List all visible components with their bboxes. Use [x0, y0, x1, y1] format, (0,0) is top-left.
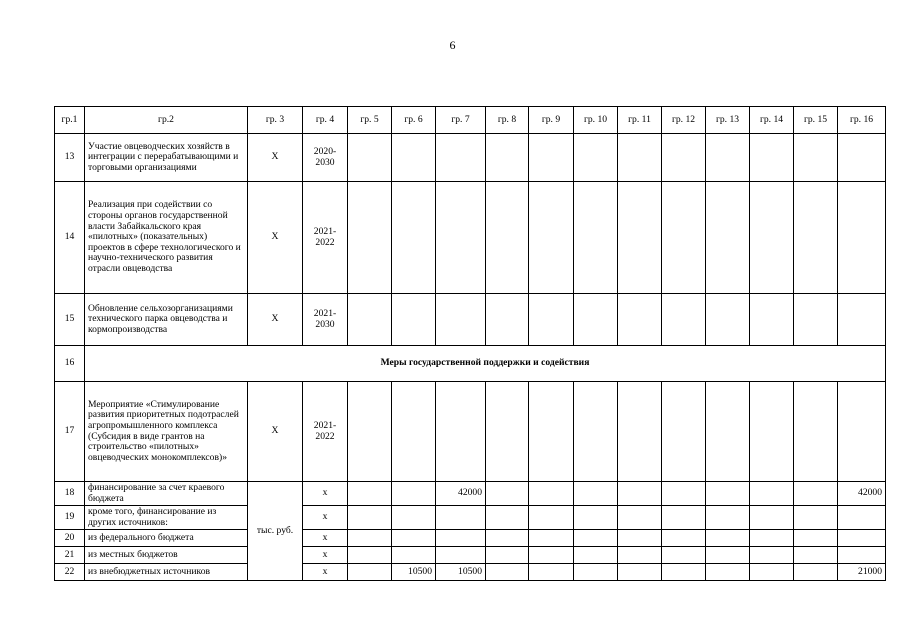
- row-name: Участие овцеводческих хозяйств в интеграции с перерабатывающими и торговыми организациями: [85, 134, 248, 182]
- section-row: [55, 346, 886, 382]
- cell-g4: 2021-2022: [303, 382, 348, 482]
- header-cell: гр. 11: [618, 107, 662, 134]
- header-cell: гр. 12: [662, 107, 706, 134]
- table-row: [55, 294, 886, 346]
- cell-g7: [436, 547, 486, 564]
- cell-g4: х: [303, 506, 348, 530]
- finance-row: [55, 530, 886, 547]
- row-number: 14: [55, 182, 85, 294]
- header-cell: гр. 15: [794, 107, 838, 134]
- cell-g3: X: [248, 134, 303, 182]
- header-cell: гр. 7: [436, 107, 486, 134]
- row-number: 18: [55, 482, 85, 506]
- row-name: из местных бюджетов: [85, 547, 248, 564]
- row-name: Мероприятие «Стимулирование развития приоритетных подотраслей агропромышленного комплекса (Субсидия в виде грантов на строительство «пилотных» овцеводческих монокомплексов)»: [85, 382, 248, 482]
- cell-g7: 42000: [436, 482, 486, 506]
- cell-g6: 10500: [392, 564, 436, 581]
- cell-g16: [838, 547, 886, 564]
- header-cell: гр. 4: [303, 107, 348, 134]
- header-cell: гр. 16: [838, 107, 886, 134]
- row-number: 17: [55, 382, 85, 482]
- cell-g4: х: [303, 530, 348, 547]
- cell-g7: [436, 506, 486, 530]
- row-name: Обновление сельхозорганизациями технического парка овцеводства и кормопроизводства: [85, 294, 248, 346]
- row-name: из федерального бюджета: [85, 530, 248, 547]
- finance-row: [55, 547, 886, 564]
- row-number: 20: [55, 530, 85, 547]
- cell-g4: х: [303, 547, 348, 564]
- cell-g3: X: [248, 182, 303, 294]
- header-cell: гр.1: [55, 107, 85, 134]
- header-cell: гр. 8: [486, 107, 529, 134]
- header-cell: гр. 5: [348, 107, 392, 134]
- table-row: [55, 382, 886, 482]
- row-name: кроме того, финансирование из других источников:: [85, 506, 248, 530]
- cell-g3: X: [248, 382, 303, 482]
- header-cell: гр. 14: [750, 107, 794, 134]
- row-number: 15: [55, 294, 85, 346]
- row-name: финансирование за счет краевого бюджета: [85, 482, 248, 506]
- cell-g6: [392, 530, 436, 547]
- finance-row: [55, 482, 886, 506]
- cell-g4: 2021-2022: [303, 182, 348, 294]
- cell-g4: 2020-2030: [303, 134, 348, 182]
- cell-g4: х: [303, 482, 348, 506]
- page-number: 6: [449, 38, 456, 52]
- unit-cell: тыс. руб.: [248, 482, 303, 581]
- cell-g16: 21000: [838, 564, 886, 581]
- header-cell: гр. 10: [574, 107, 618, 134]
- table-row: [55, 182, 886, 294]
- row-number: 16: [55, 346, 85, 382]
- cell-g16: [838, 530, 886, 547]
- cell-g3: X: [248, 294, 303, 346]
- cell-g4: 2021-2030: [303, 294, 348, 346]
- cell-g16: 42000: [838, 482, 886, 506]
- cell-g6: [392, 506, 436, 530]
- finance-row: [55, 564, 886, 581]
- finance-row: [55, 506, 886, 530]
- table-row: [55, 134, 886, 182]
- row-number: 21: [55, 547, 85, 564]
- row-number: 13: [55, 134, 85, 182]
- cell-g6: [392, 547, 436, 564]
- header-cell: гр. 3: [248, 107, 303, 134]
- row-number: 19: [55, 506, 85, 530]
- header-cell: гр.2: [85, 107, 248, 134]
- section-title: Меры государственной поддержки и содействия: [85, 346, 886, 382]
- cell-g7: 10500: [436, 564, 486, 581]
- cell-g7: [436, 530, 486, 547]
- cell-g4: х: [303, 564, 348, 581]
- header-row: [55, 107, 886, 134]
- header-cell: гр. 9: [529, 107, 574, 134]
- row-name: Реализация при содействии со стороны органов государственной власти Забайкальского края «пилотных» (показательных) проектов в сфере технологического и научно-технического развития отрасли овцеводства: [85, 182, 248, 294]
- header-cell: гр. 13: [706, 107, 750, 134]
- cell-g6: [392, 482, 436, 506]
- program-table: [54, 106, 886, 581]
- row-name: из внебюджетных источников: [85, 564, 248, 581]
- row-number: 22: [55, 564, 85, 581]
- header-cell: гр. 6: [392, 107, 436, 134]
- cell-g16: [838, 506, 886, 530]
